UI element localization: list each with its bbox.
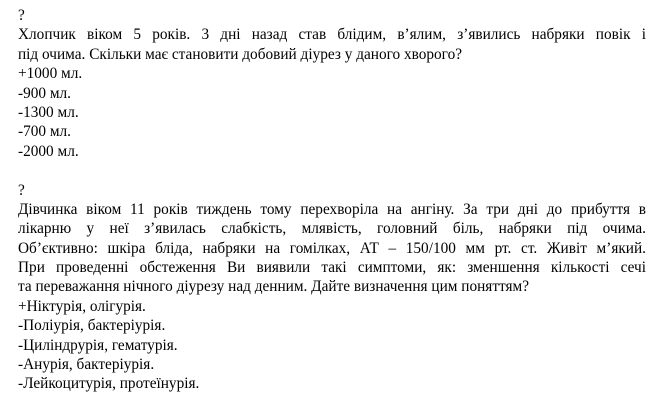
question-block xyxy=(18,181,646,394)
document-body xyxy=(18,6,646,394)
blank-line xyxy=(18,161,646,180)
answer-option: -Анурія, бактеріурія. xyxy=(18,356,155,374)
question-marker: ? xyxy=(18,181,25,199)
answer-option: -Поліурія, бактеріурія. xyxy=(18,317,166,335)
question-text-line: При проведенні обстеження Ви виявили такі симптоми, як: зменшення кількості сечі xyxy=(18,259,646,277)
answer-option: -1300 мл. xyxy=(18,103,79,121)
question-text-line: Об’єктивно: шкіра бліда, набряки на гомілках, АТ – 150/100 мм рт. ст. Живіт м’який. xyxy=(18,239,646,257)
answer-option: +Ніктурія, олігурія. xyxy=(18,297,146,315)
question-text-line: лікарню у неї з’явилась слабкість, млявість, головний біль, набряки під очима. xyxy=(18,220,646,238)
question-text-line: Дівчинка віком 11 років тиждень тому перехворіла на ангіну. За три дні до прибуття в xyxy=(18,200,646,218)
answer-option: -Лейкоцитурія, протеїнурія. xyxy=(18,375,200,393)
answer-option: -2000 мл. xyxy=(18,142,79,160)
answer-option: +1000 мл. xyxy=(18,65,83,83)
question-block xyxy=(18,6,646,161)
question-text-line: Хлопчик віком 5 років. 3 дні назад став блідим, в’ялим, з’явились набряки повік і xyxy=(18,26,646,44)
question-marker: ? xyxy=(18,7,25,24)
answer-option: -Циліндрурія, гематурія. xyxy=(18,336,178,354)
answer-option: -900 мл. xyxy=(18,84,72,102)
question-text-line: та переважання нічного діурезу над денним. Дайте визначення цим поняттям? xyxy=(18,278,530,296)
question-text-line: під очима. Скільки має становити добовий діурез у даного хворого? xyxy=(18,45,463,63)
answer-option: -700 мл. xyxy=(18,123,72,141)
